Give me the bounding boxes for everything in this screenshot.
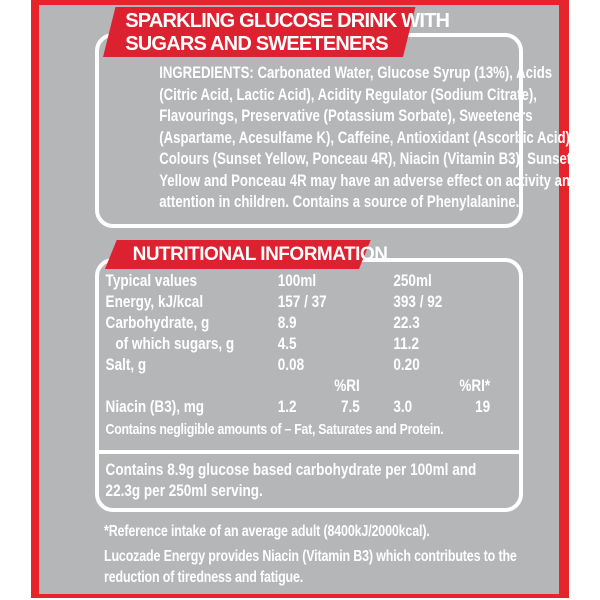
row-label: Typical values xyxy=(105,272,198,290)
ri-100ml: 7.5 xyxy=(340,398,360,416)
table-row-carbohydrate xyxy=(99,314,527,335)
ri-250ml: %RI* xyxy=(459,377,491,395)
row-label: of which sugars, g xyxy=(115,335,235,353)
row-label: Niacin (B3), mg xyxy=(105,398,205,416)
product-type-banner-text xyxy=(103,7,450,56)
row-label: Salt, g xyxy=(105,356,147,374)
nutrition-banner xyxy=(105,240,388,269)
value-250ml: 393 / 92 xyxy=(393,293,443,311)
banner-line-1: SPARKLING GLUCOSE DRINK WITH xyxy=(125,10,450,32)
value-100ml: 0.08 xyxy=(277,356,305,374)
ri-100ml: %RI xyxy=(334,377,360,395)
nutrition-banner-text: NUTRITIONAL INFORMATION xyxy=(132,244,388,265)
reference-intake-footnote: *Reference intake of an average adult (8400kJ/2000kcal). xyxy=(104,523,430,540)
box-divider xyxy=(99,450,519,454)
value-250ml: 22.3 xyxy=(393,314,420,332)
table-row-ri-header xyxy=(99,377,527,398)
row-label: Energy, kJ/kcal xyxy=(105,293,204,311)
value-250ml: 3.0 xyxy=(393,398,413,416)
negligible-amounts-note: Contains negligible amounts of – Fat, Saturates and Protein. xyxy=(105,421,444,438)
value-100ml: 157 / 37 xyxy=(277,293,327,311)
table-row-sugars xyxy=(99,335,527,356)
value-100ml: 4.5 xyxy=(277,335,297,353)
table-row-header xyxy=(99,272,527,293)
row-label: Carbohydrate, g xyxy=(105,314,210,332)
value-250ml: 11.2 xyxy=(393,335,419,353)
value-100ml: 100ml xyxy=(277,272,317,290)
niacin-claim-footnote: Lucozade Energy provides Niacin (Vitamin B3) which contributes to the reduction of tiredness and fatigue. xyxy=(104,548,517,586)
banner-line-2: SUGARS AND SWEETENERS xyxy=(125,33,388,55)
table-row-energy xyxy=(99,293,527,314)
ingredients-box xyxy=(95,33,579,228)
nutrition-box xyxy=(95,258,523,512)
value-100ml: 8.9 xyxy=(277,314,297,332)
nutrition-table xyxy=(99,272,527,438)
ri-250ml: 19 xyxy=(475,398,491,416)
glucose-carbohydrate-note: Contains 8.9g glucose based carbohydrate per 100ml and 22.3g per 250ml serving. xyxy=(105,461,477,500)
product-type-banner xyxy=(103,7,450,57)
value-250ml: 250ml xyxy=(393,272,432,290)
table-row-salt xyxy=(99,356,527,377)
value-250ml: 0.20 xyxy=(393,356,420,374)
table-row-niacin xyxy=(99,398,527,419)
ingredients-text: INGREDIENTS: Carbonated Water, Glucose Syrup (13%), Acids (Citric Acid, Lactic Acid), Acidity Regulator (Sodium Citrate), Flavourings, Preservative (Potassium Sorbate), Sweeteners (Aspartame, Acesulfame K), Caffeine, Antioxidant (Ascorbic Acid), Colours (Sunset Yellow, Ponceau 4R), Niacin (Vitamin B3). Sunset Yellow and Ponceau 4R may have an adverse effect on activity and attention in children. Contains a source of Phenylalanine. xyxy=(159,64,579,211)
value-100ml: 1.2 xyxy=(277,398,297,416)
